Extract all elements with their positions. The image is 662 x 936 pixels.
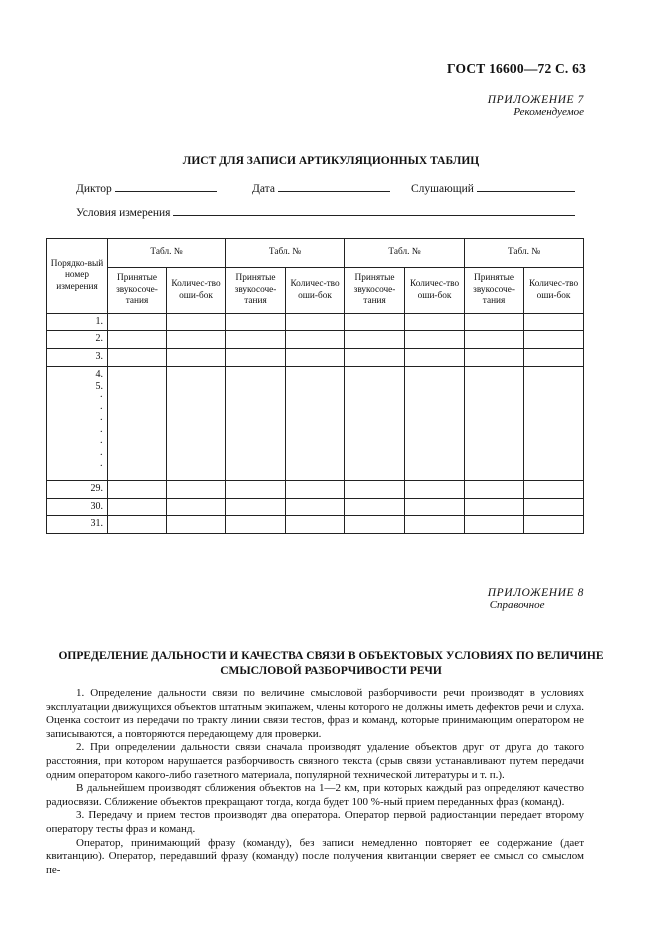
date-label: Дата: [252, 183, 275, 195]
table-group-header-4: Табл. №: [465, 239, 584, 268]
paragraph-5: Оператор, принимающий фразу (команду), без записи немедленно повторяет ее содержание (дает квитанцию). Оператор, передавший фразу (команду) после получения квитанции сверяет ее смысл со смыслом пе-: [46, 836, 584, 876]
paragraph-3: В дальнейшем производят сближения объектов на 1—2 км, при которых каждый раз определяют качество радиосвязи. Сближение объектов прекращают тогда, когда будет 100 %-ный прием переданных фраз (команд).: [46, 782, 584, 808]
table-group-header-2: Табл. №: [226, 239, 345, 268]
error-count-header: Количес-тво оши-бок: [167, 268, 226, 314]
table-row: [47, 481, 584, 499]
row-number: 31.: [47, 516, 108, 534]
row-number: 3.: [47, 349, 108, 367]
date-blank: [278, 190, 390, 192]
col-sequence-number-header: Порядко-вый номер измерения: [47, 239, 108, 314]
ellipsis-dot: ·: [99, 461, 103, 472]
row-number: 30.: [47, 499, 108, 516]
conditions-field: [76, 207, 575, 219]
articulation-table: [46, 238, 584, 534]
listener-blank: [477, 190, 575, 192]
ellipsis-dot: ·: [99, 449, 103, 461]
appendix-7-label: [488, 94, 584, 118]
body-text: [46, 687, 584, 877]
accepted-combinations-header: Принятые звукосоче-тания: [345, 268, 405, 314]
table-row: [47, 516, 584, 534]
table-row: [47, 349, 584, 367]
ellipsis-dot: ·: [99, 438, 103, 449]
row-number-range: [47, 367, 108, 481]
listener-field: [411, 183, 575, 195]
accepted-combinations-header: Принятые звукосоче-тания: [226, 268, 286, 314]
appendix-7-subtitle: Рекомендуемое: [513, 106, 584, 118]
error-count-header: Количес-тво оши-бок: [524, 268, 584, 314]
accepted-combinations-header: Принятые звукосоче-тания: [465, 268, 524, 314]
date-field: [252, 183, 390, 195]
section-title: ОПРЕДЕЛЕНИЕ ДАЛЬНОСТИ И КАЧЕСТВА СВЯЗИ В ОБЪЕКТОВЫХ УСЛОВИЯХ ПО ВЕЛИЧИНЕ СМЫСЛОВОЙ РАЗБОРЧИВОСТИ РЕЧИ: [58, 650, 604, 677]
table-row: [47, 367, 584, 481]
row-number: 2.: [47, 331, 108, 349]
sheet-title: ЛИСТ ДЛЯ ЗАПИСИ АРТИКУЛЯЦИОННЫХ ТАБЛИЦ: [182, 155, 480, 167]
announcer-label: Диктор: [76, 183, 112, 195]
ellipsis-dot: ·: [99, 415, 103, 426]
listener-label: Слушающий: [411, 183, 474, 195]
announcer-blank: [115, 190, 217, 192]
ellipsis-dot: ·: [99, 392, 103, 403]
error-count-header: Количес-тво оши-бок: [405, 268, 465, 314]
table-row: [47, 314, 584, 331]
row-number: 29.: [47, 481, 108, 499]
announcer-field: [76, 183, 217, 195]
appendix-8-label: [488, 587, 584, 611]
ellipsis-dot: ·: [99, 403, 103, 415]
row-number: 5.: [95, 380, 103, 392]
paragraph-4: 3. Передачу и прием тестов производят два оператора. Оператор первой радиостанции передает второму оператору тесты фраз и команд.: [46, 809, 584, 835]
error-count-header: Количес-тво оши-бок: [286, 268, 345, 314]
appendix-8-title: ПРИЛОЖЕНИЕ 8: [487, 587, 584, 599]
appendix-7-title: ПРИЛОЖЕНИЕ 7: [487, 94, 584, 106]
ellipsis-dot: ·: [99, 426, 103, 438]
table-group-header-1: Табл. №: [108, 239, 226, 268]
paragraph-1: 1. Определение дальности связи по величине смысловой разборчивости речи производят в условиях эксплуатации движущихся объектов штатным экипажем, члены которого не должны иметь дефектов речи и слуха. Оценка состоит из передачи по тракту линии связи тестов, фраз и команд, которые принимающим оператором не записываются, а повторяются передающему для проверки.: [46, 687, 584, 740]
paragraph-2: 2. При определении дальности связи сначала производят удаление объектов друг от друга до такого расстояния, при котором нарушается разборчивость связного текста (срыв связи устанавливают путем передачи одним оператором какого-либо газетного материала, популярной технической литературы и т. п.).: [46, 741, 584, 781]
accepted-combinations-header: Принятые звукосоче-тания: [108, 268, 167, 314]
page-header: ГОСТ 16600—72 С. 63: [447, 61, 586, 76]
table-group-header-3: Табл. №: [345, 239, 465, 268]
table-row: [47, 331, 584, 349]
conditions-blank: [173, 214, 575, 216]
conditions-label: Условия измерения: [76, 207, 171, 219]
appendix-8-subtitle: Справочное: [489, 599, 545, 611]
table-row: [47, 499, 584, 516]
row-number: 1.: [47, 314, 108, 331]
row-number: 4.: [95, 369, 103, 380]
